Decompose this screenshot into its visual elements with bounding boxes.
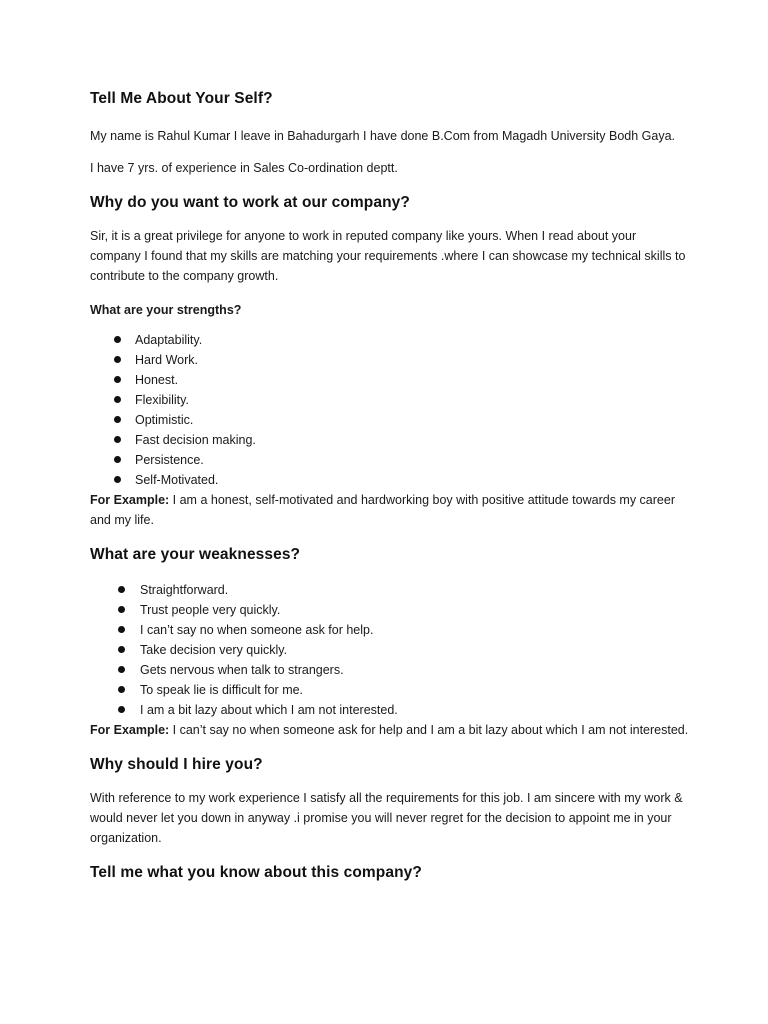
paragraph-why-hire-you: With reference to my work experience I satisfy all the requirements for this job. I am sincere with my work & would never let you down in anyway .i promise you will never regret for the decision to appoint me in your organization. [90, 791, 683, 845]
bullet-icon [118, 646, 125, 653]
list-item-text: To speak lie is difficult for me. [140, 683, 304, 697]
list-item-text: Take decision very quickly. [140, 643, 288, 657]
weaknesses-example [90, 720, 690, 740]
list-item [90, 580, 690, 600]
bullet-icon [114, 436, 121, 443]
list-item-text: Fast decision making. [135, 433, 256, 447]
list-item-text: Honest. [135, 373, 179, 387]
list-item-text: Adaptability. [135, 333, 203, 347]
document-page [90, 90, 690, 900]
list-item-text: Trust people very quickly. [140, 603, 281, 617]
bullet-icon [114, 396, 121, 403]
list-item [90, 410, 690, 430]
list-item [90, 600, 690, 620]
list-item [90, 330, 690, 350]
list-item [90, 680, 690, 700]
list-item-text: Self-Motivated. [135, 473, 219, 487]
bullet-icon [114, 356, 121, 363]
list-item-text: Flexibility. [135, 393, 189, 407]
list-item [90, 450, 690, 470]
heading-why-hire-you: Why should I hire you? [90, 756, 263, 773]
list-item-text: I can’t say no when someone ask for help. [140, 623, 374, 637]
example-text: I can’t say no when someone ask for help and I am a bit lazy about which I am not interested. [169, 723, 689, 737]
paragraph-why-work-here: Sir, it is a great privilege for anyone to work in reputed company like yours. When I read about your company I found that my skills are matching your requirements .where I can showcase my technical skills to contribute to the company growth. [90, 229, 686, 283]
strengths-example [90, 490, 690, 530]
bullet-icon [114, 416, 121, 423]
heading-tell-me-about-yourself: Tell Me About Your Self? [90, 90, 273, 107]
list-item [90, 700, 690, 720]
heading-weaknesses: What are your weaknesses? [90, 546, 301, 563]
paragraph-intro-name: My name is Rahul Kumar I leave in Bahadurgarh I have done B.Com from Magadh University Bodh Gaya. [90, 129, 676, 143]
example-label: For Example: [90, 493, 170, 507]
bullet-icon [118, 666, 125, 673]
list-item-text: Gets nervous when talk to strangers. [140, 663, 344, 677]
list-item [90, 640, 690, 660]
list-item-text: Hard Work. [135, 353, 198, 367]
bullet-icon [118, 586, 125, 593]
heading-strengths: What are your strengths? [90, 303, 242, 317]
heading-about-company: Tell me what you know about this company? [90, 864, 422, 881]
heading-why-work-here: Why do you want to work at our company? [90, 194, 410, 211]
list-item [90, 390, 690, 410]
bullet-icon [118, 626, 125, 633]
list-item [90, 370, 690, 390]
example-label: For Example: [90, 723, 170, 737]
paragraph-intro-experience: I have 7 yrs. of experience in Sales Co-ordination deptt. [90, 161, 398, 175]
weaknesses-list [90, 580, 690, 720]
example-text: I am a honest, self-motivated and hardworking boy with positive attitude towards my career and my life. [90, 493, 675, 527]
list-item [90, 620, 690, 640]
list-item [90, 660, 690, 680]
bullet-icon [118, 686, 125, 693]
list-item-text: I am a bit lazy about which I am not interested. [140, 703, 398, 717]
list-item-text: Straightforward. [140, 583, 229, 597]
strengths-list [90, 330, 690, 490]
bullet-icon [118, 606, 125, 613]
list-item [90, 470, 690, 490]
bullet-icon [114, 476, 121, 483]
bullet-icon [114, 456, 121, 463]
list-item-text: Optimistic. [135, 413, 194, 427]
list-item-text: Persistence. [135, 453, 204, 467]
list-item [90, 430, 690, 450]
list-item [90, 350, 690, 370]
bullet-icon [114, 336, 121, 343]
bullet-icon [114, 376, 121, 383]
bullet-icon [118, 706, 125, 713]
